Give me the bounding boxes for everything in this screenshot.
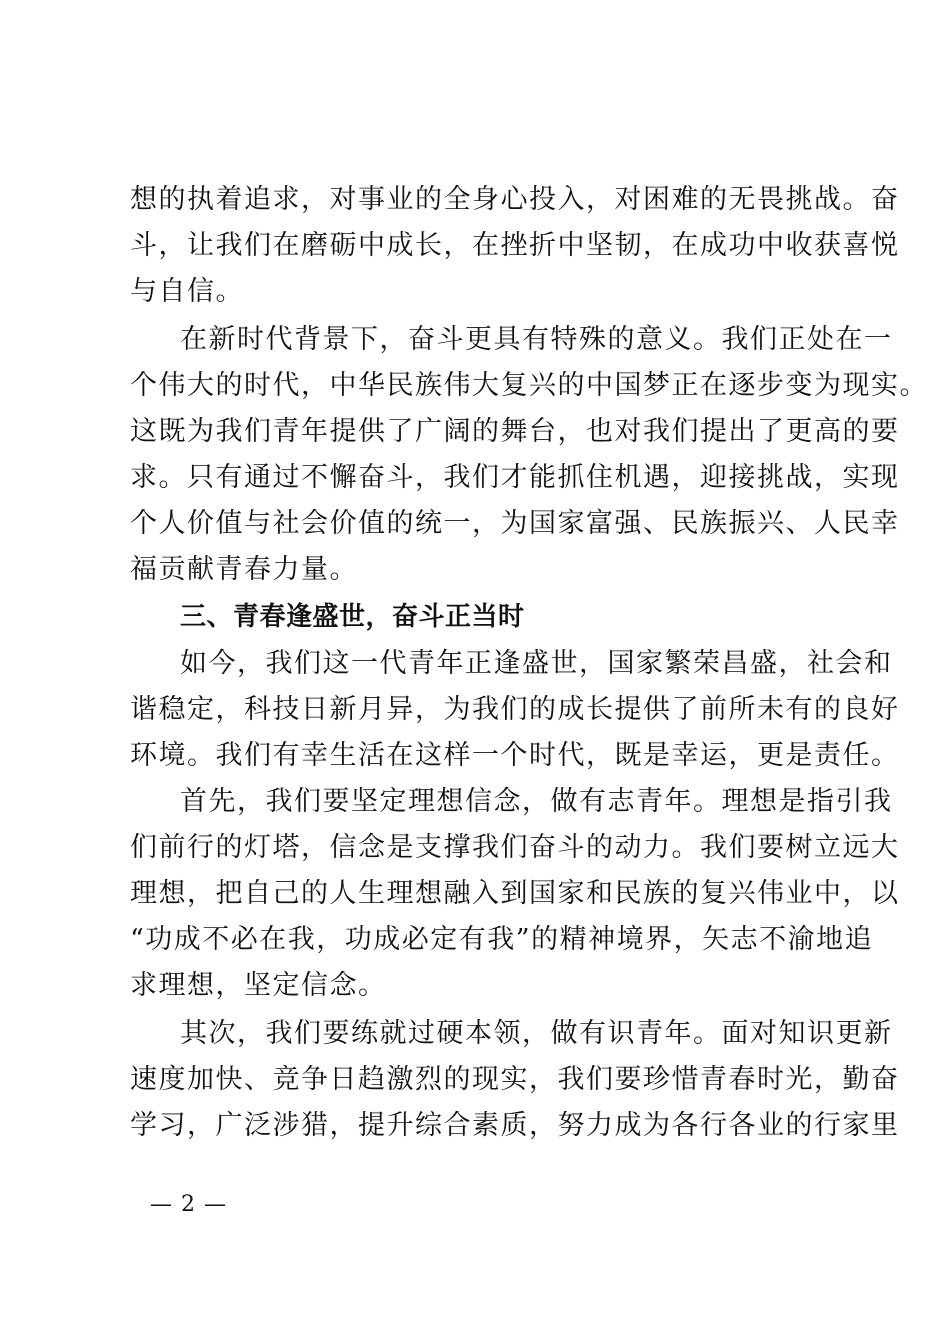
body-text-line: 学习，广泛涉猎，提升综合素质，努力成为各行各业的行家里 — [130, 1110, 900, 1141]
body-text-line: 谐稳定，科技日新月异，为我们的成长提供了前所未有的良好 — [130, 694, 900, 725]
body-text-line: 首先，我们要坚定理想信念，做有志青年。理想是指引我 — [180, 786, 893, 817]
body-text-line: 如今，我们这一代青年正逢盛世，国家繁荣昌盛，社会和 — [180, 648, 893, 679]
body-text-line: 这既为我们青年提供了广阔的舞台，也对我们提出了更高的要 — [130, 416, 900, 447]
body-text-line: 在新时代背景下，奋斗更具有特殊的意义。我们正处在一 — [180, 324, 893, 355]
body-text-line: 与自信。 — [130, 276, 244, 307]
body-text-line: 斗，让我们在磨砺中成长，在挫折中坚韧，在成功中收获喜悦 — [130, 230, 900, 261]
body-text-line: 们前行的灯塔，信念是支撑我们奋斗的动力。我们要树立远大 — [130, 832, 900, 863]
body-text-line: 求。只有通过不懈奋斗，我们才能抓住机遇，迎接挑战，实现 — [130, 462, 900, 493]
body-text-line: 个人价值与社会价值的统一，为国家富强、民族振兴、人民幸 — [130, 508, 900, 539]
page-number: — 2 — — [150, 1192, 227, 1217]
body-text-line: 个伟大的时代，中华民族伟大复兴的中国梦正在逐步变为现实。 — [130, 370, 928, 401]
body-text-line: 理想，把自己的人生理想融入到国家和民族的复兴伟业中，以 — [130, 878, 900, 909]
body-text-line: 福贡献青春力量。 — [130, 554, 358, 585]
body-text-line: 求理想，坚定信念。 — [130, 970, 387, 1001]
body-text-line: 想的执着追求，对事业的全身心投入，对困难的无畏挑战。奋 — [130, 184, 900, 215]
body-text-line: “功成不必在我，功成必定有我”的精神境界，矢志不渝地追 — [130, 924, 874, 955]
body-text-line: 其次，我们要练就过硬本领，做有识青年。面对知识更新 — [180, 1018, 893, 1049]
section-heading: 三、青春逢盛世，奋斗正当时 — [180, 602, 525, 632]
body-text-line: 环境。我们有幸生活在这样一个时代，既是幸运，更是责任。 — [130, 740, 900, 771]
body-text-line: 速度加快、竞争日趋激烈的现实，我们要珍惜青春时光，勤奋 — [130, 1064, 900, 1095]
